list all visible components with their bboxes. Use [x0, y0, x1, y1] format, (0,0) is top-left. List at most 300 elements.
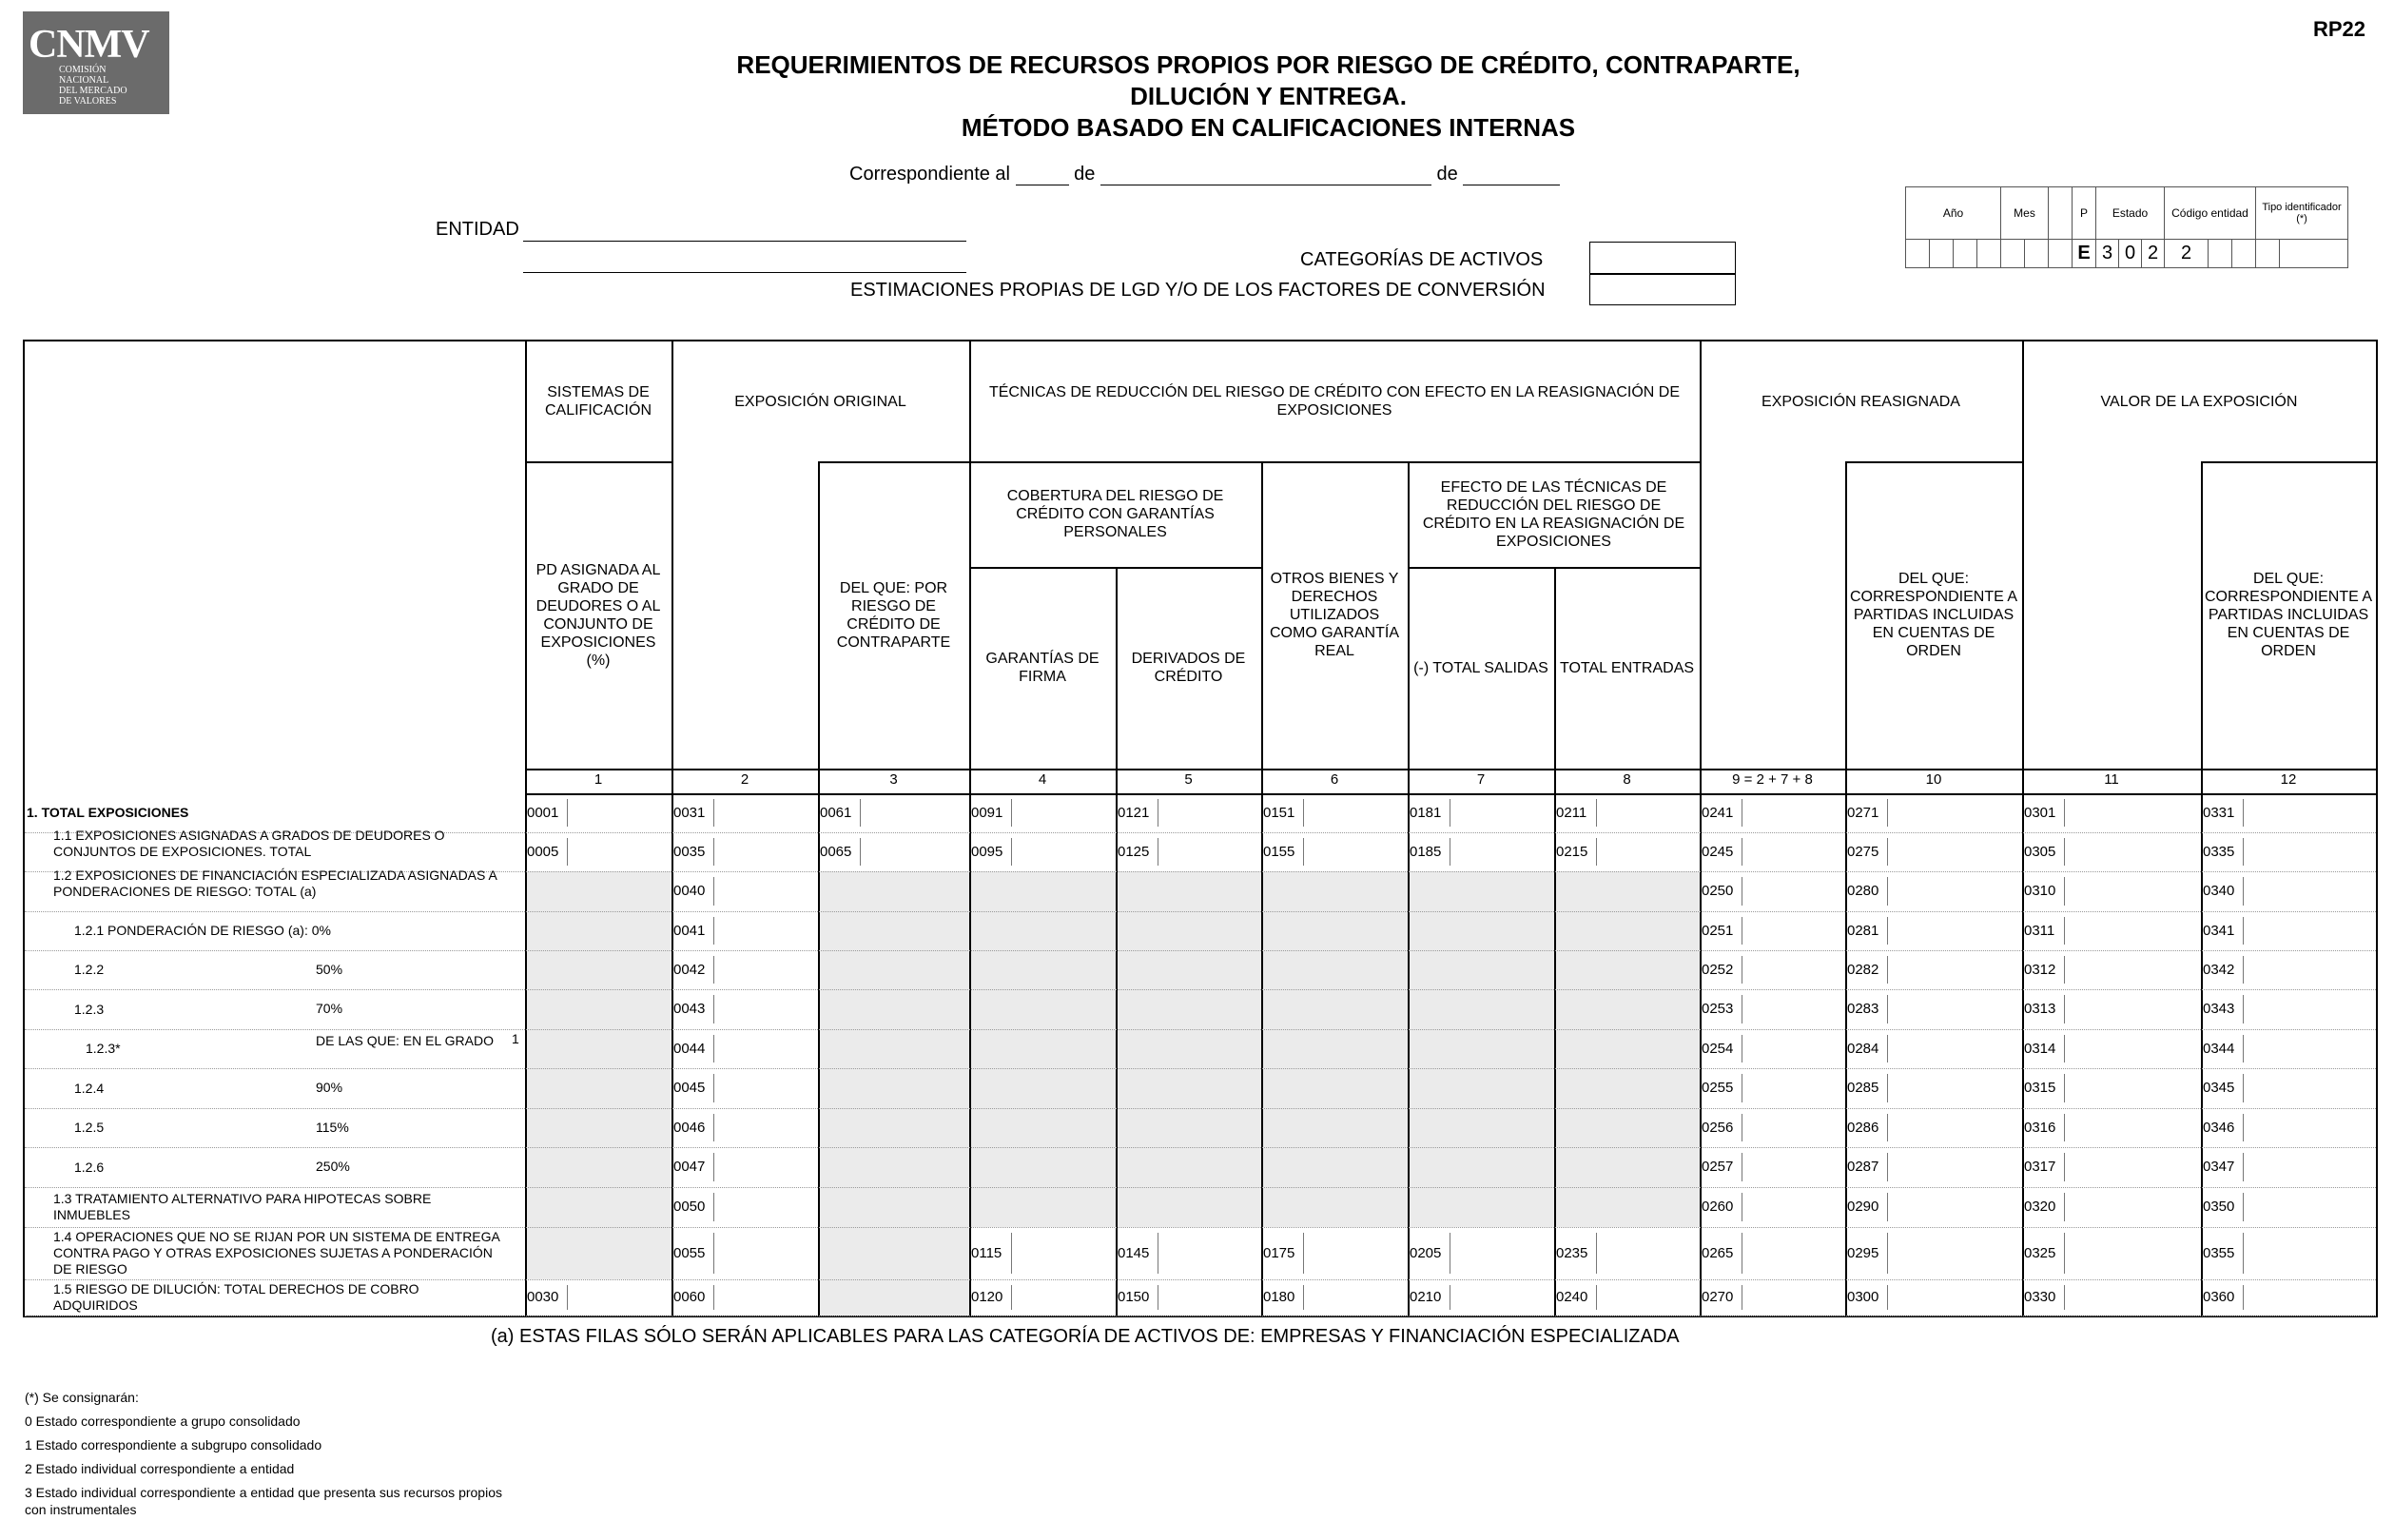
cell-code: 0235 — [1556, 1244, 1588, 1261]
column-number: 8 — [1623, 771, 1631, 788]
cell-divider — [860, 799, 861, 827]
cell-divider — [713, 799, 714, 827]
cell-input[interactable] — [2066, 1070, 2199, 1106]
cell-code: 0031 — [673, 804, 706, 821]
cell-code: 0316 — [2024, 1119, 2056, 1136]
cell-input[interactable] — [1889, 913, 2020, 948]
footnote: 0 Estado correspondiente a grupo consolidado — [25, 1413, 301, 1429]
cell-input[interactable] — [1743, 873, 1843, 909]
entity-field-2[interactable] — [523, 272, 966, 273]
cell-input[interactable] — [1598, 795, 1698, 830]
header-month: Mes — [2001, 187, 2049, 240]
title-line: MÉTODO BASADO EN CALIFICACIONES INTERNAS — [961, 113, 1576, 142]
cell-input[interactable] — [1159, 795, 1259, 830]
cell-code: 0045 — [673, 1080, 706, 1096]
cell-code: 0281 — [1847, 922, 1879, 939]
cell-code: 0005 — [527, 843, 559, 860]
row-separator — [25, 950, 2376, 951]
cell-input[interactable] — [2066, 1189, 2199, 1225]
cell-code: 0175 — [1263, 1244, 1295, 1261]
row-label: 1. TOTAL EXPOSICIONES — [27, 805, 189, 820]
header-inflows: TOTAL ENTRADAS — [1559, 659, 1695, 676]
cell-input[interactable] — [2066, 913, 2199, 948]
cell-code: 0290 — [1847, 1199, 1879, 1215]
cell-code: 0252 — [1702, 961, 1734, 978]
cell-code: 0040 — [673, 883, 706, 899]
cell-divider — [2064, 877, 2065, 906]
row-separator — [25, 1068, 2376, 1069]
cell-divider — [1303, 799, 1304, 827]
row-separator — [25, 1108, 2376, 1109]
cell-code: 0265 — [1702, 1244, 1734, 1261]
cell-divider — [1011, 799, 1012, 827]
id-cell-p: E — [2073, 240, 2096, 268]
shaded-cell — [969, 871, 1700, 1227]
cell-code: 0347 — [2203, 1159, 2235, 1175]
cell-input[interactable] — [2245, 1281, 2374, 1314]
cell-code: 0254 — [1702, 1040, 1734, 1057]
cell-divider — [1303, 1233, 1304, 1274]
cell-input[interactable] — [1889, 1031, 2020, 1066]
cell-code: 0210 — [1410, 1289, 1442, 1305]
cell-code: 0245 — [1702, 843, 1734, 860]
row-separator — [25, 1029, 2376, 1030]
id-cell[interactable] — [1930, 240, 1954, 268]
cell-code: 0343 — [2203, 1001, 2235, 1017]
cell-code: 0275 — [1847, 843, 1879, 860]
header-reassigned-exposure: EXPOSICIÓN REASIGNADA — [1761, 393, 1960, 410]
cell-input[interactable] — [2245, 1229, 2374, 1277]
cell-code: 0287 — [1847, 1159, 1879, 1175]
entity-label: ENTIDAD — [436, 219, 519, 240]
cell-divider — [2243, 917, 2244, 945]
cell-input[interactable] — [715, 1281, 816, 1314]
header-off-balance-12: DEL QUE: CORRESPONDIENTE A PARTIDAS INCLUIDAS EN CUENTAS DE ORDEN — [2204, 571, 2373, 659]
column-number: 5 — [1184, 771, 1193, 788]
cell-input[interactable] — [1305, 1229, 1406, 1277]
header-crm-effect: EFECTO DE LAS TÉCNICAS DE REDUCCIÓN DEL RIESGO DE CRÉDITO EN LA REASIGNACIÓN DE EXPOSICIONES — [1422, 478, 1685, 550]
title-line: DILUCIÓN Y ENTREGA. — [1130, 82, 1407, 110]
cell-input[interactable] — [1743, 991, 1843, 1027]
cell-input[interactable] — [715, 795, 816, 830]
column-number: 6 — [1330, 771, 1339, 788]
shaded-cell — [818, 871, 969, 1316]
cell-input[interactable] — [1451, 1281, 1552, 1314]
cell-input[interactable] — [715, 1189, 816, 1225]
cell-divider — [2243, 877, 2244, 906]
cell-code: 0181 — [1410, 804, 1442, 821]
cell-input[interactable] — [1889, 1281, 2020, 1314]
cell-code: 0260 — [1702, 1199, 1734, 1215]
cell-input[interactable] — [2066, 795, 2199, 830]
cell-code: 0256 — [1702, 1119, 1734, 1136]
cell-input[interactable] — [2066, 952, 2199, 987]
cell-input[interactable] — [1451, 1229, 1552, 1277]
cell-divider — [713, 1114, 714, 1141]
shaded-cell — [525, 871, 671, 1279]
header-entity-code: Código entidad — [2165, 187, 2256, 240]
cell-divider — [2064, 1153, 2065, 1181]
cell-input[interactable] — [1451, 795, 1552, 830]
cell-divider — [1596, 1285, 1597, 1310]
row-weight: 90% — [316, 1080, 343, 1095]
logo-line: DE VALORES — [59, 96, 117, 107]
column-number: 3 — [889, 771, 898, 788]
day-field[interactable] — [1016, 167, 1069, 185]
cell-input[interactable] — [1743, 834, 1843, 869]
cell-input[interactable] — [569, 834, 670, 869]
cell-divider — [1303, 838, 1304, 866]
column-number: 11 — [2104, 771, 2119, 788]
cell-input[interactable] — [2066, 1031, 2199, 1066]
form-code: RP22 — [2312, 17, 2365, 41]
cell-code: 0310 — [2024, 883, 2056, 899]
cell-input[interactable] — [1013, 1281, 1114, 1314]
cell-divider — [1887, 1074, 1888, 1102]
header-outflows: (-) TOTAL SALIDAS — [1413, 659, 1548, 676]
cell-code: 0314 — [2024, 1040, 2056, 1057]
cell-input[interactable] — [862, 834, 967, 869]
id-cell-estado: 0 — [2119, 240, 2142, 268]
cell-divider — [2064, 1233, 2065, 1274]
row-label: 1.2 EXPOSICIONES DE FINANCIACIÓN ESPECIALIZADA ASIGNADAS A PONDERACIONES DE RIESGO: TOTAL (a) — [53, 867, 497, 899]
cell-divider — [2243, 1114, 2244, 1141]
cell-input[interactable] — [569, 1281, 670, 1314]
cell-code: 0205 — [1410, 1244, 1442, 1261]
cell-divider — [1011, 1233, 1012, 1274]
cell-divider — [2064, 1285, 2065, 1310]
cell-divider — [2064, 1035, 2065, 1062]
cell-divider — [567, 838, 568, 866]
cell-input[interactable] — [1889, 1110, 2020, 1145]
row-separator — [25, 911, 2376, 912]
cell-code: 0295 — [1847, 1244, 1879, 1261]
cell-input[interactable] — [1889, 991, 2020, 1027]
id-cell-estado: 3 — [2096, 240, 2119, 268]
cell-input[interactable] — [2066, 1149, 2199, 1185]
cell-code: 0050 — [673, 1199, 706, 1215]
cell-divider — [713, 1233, 714, 1274]
id-cell[interactable] — [2049, 240, 2073, 268]
cell-divider — [2243, 1153, 2244, 1181]
categories-box[interactable] — [1589, 242, 1736, 274]
cell-divider — [2243, 1074, 2244, 1102]
column-number: 2 — [740, 771, 749, 788]
cell-input[interactable] — [2066, 1229, 2199, 1277]
cell-input[interactable] — [2245, 991, 2374, 1027]
cell-input[interactable] — [1598, 834, 1698, 869]
cell-input[interactable] — [1889, 873, 2020, 909]
cell-divider — [1887, 956, 1888, 984]
cell-input[interactable] — [2245, 834, 2374, 869]
cell-code: 0044 — [673, 1040, 706, 1057]
cell-code: 0047 — [673, 1159, 706, 1175]
cell-input[interactable] — [1889, 1149, 2020, 1185]
cell-input[interactable] — [1159, 1281, 1259, 1314]
cell-input[interactable] — [715, 1110, 816, 1145]
cell-code: 0330 — [2024, 1289, 2056, 1305]
cell-code: 0311 — [2024, 922, 2055, 939]
cell-divider — [1887, 1114, 1888, 1141]
cell-input[interactable] — [2066, 873, 2199, 909]
cell-input[interactable] — [1743, 913, 1843, 948]
cell-divider — [1596, 799, 1597, 827]
cell-code: 0286 — [1847, 1119, 1879, 1136]
cell-input[interactable] — [1013, 795, 1114, 830]
identifier-table — [1905, 186, 2348, 268]
cell-code: 0030 — [527, 1289, 559, 1305]
cell-divider — [713, 917, 714, 945]
cell-divider — [1887, 838, 1888, 866]
cell-code: 0065 — [820, 843, 852, 860]
cell-divider — [2064, 838, 2065, 866]
cell-input[interactable] — [1889, 1229, 2020, 1277]
main-table — [23, 340, 2378, 1317]
cell-input[interactable] — [715, 834, 816, 869]
cell-input[interactable] — [1743, 1229, 1843, 1277]
header-personal-guarantees: COBERTURA DEL RIESGO DE CRÉDITO CON GARANTÍAS PERSONALES — [1006, 488, 1224, 540]
cell-code: 0342 — [2203, 961, 2235, 978]
cell-code: 0253 — [1702, 1001, 1734, 1017]
header-credit-derivatives: DERIVADOS DE CRÉDITO — [1131, 651, 1246, 685]
cell-input[interactable] — [715, 1229, 816, 1277]
cell-input[interactable] — [1743, 1110, 1843, 1145]
id-cell[interactable] — [1977, 240, 2001, 268]
cell-divider — [860, 838, 861, 866]
cell-code: 0211 — [1556, 804, 1587, 821]
cell-input[interactable] — [2245, 952, 2374, 987]
note-a: (a) ESTAS FILAS SÓLO SERÁN APLICABLES PARA LAS CATEGORÍA DE ACTIVOS DE: EMPRESAS Y FINANCIACIÓN ESPECIALIZADA — [491, 1326, 1680, 1347]
grid-line — [525, 769, 2376, 770]
cell-input[interactable] — [862, 795, 967, 830]
logo-line: DEL MERCADO — [59, 86, 127, 96]
cell-input[interactable] — [2066, 834, 2199, 869]
cell-code: 0060 — [673, 1289, 706, 1305]
month-field[interactable] — [1100, 167, 1431, 185]
id-cell[interactable] — [1954, 240, 1977, 268]
cell-code: 0285 — [1847, 1080, 1879, 1096]
cell-input[interactable] — [1013, 834, 1114, 869]
id-cell[interactable] — [2025, 240, 2049, 268]
cell-divider — [1887, 1233, 1888, 1274]
cell-code: 0350 — [2203, 1199, 2235, 1215]
id-cell[interactable] — [2256, 240, 2280, 268]
row-label: 1.3 TRATAMIENTO ALTERNATIVO PARA HIPOTECAS SOBRE INMUEBLES — [53, 1191, 432, 1222]
cell-code: 0035 — [673, 843, 706, 860]
cell-input[interactable] — [1743, 1149, 1843, 1185]
cell-input[interactable] — [1889, 834, 2020, 869]
footnote: 1 Estado correspondiente a subgrupo consolidado — [25, 1437, 322, 1452]
cell-code: 0312 — [2024, 961, 2056, 978]
cell-input[interactable] — [715, 1070, 816, 1106]
cell-input[interactable] — [715, 913, 816, 948]
column-number: 12 — [2280, 771, 2297, 788]
header-id-type: Tipo identificador (*) — [2256, 187, 2348, 240]
row-separator — [25, 1187, 2376, 1188]
cell-input[interactable] — [1159, 834, 1259, 869]
cell-divider — [1887, 1035, 1888, 1062]
cell-divider — [2243, 995, 2244, 1023]
cell-divider — [2243, 956, 2244, 984]
cell-code: 0335 — [2203, 843, 2235, 860]
row-separator — [25, 1227, 2376, 1228]
cell-input[interactable] — [715, 1149, 816, 1185]
cell-code: 0145 — [1118, 1244, 1150, 1261]
lgd-box[interactable] — [1589, 274, 1736, 305]
cell-divider — [1887, 1193, 1888, 1221]
cell-code: 0284 — [1847, 1040, 1879, 1057]
row-weight: 70% — [316, 1001, 343, 1016]
row-separator — [25, 1147, 2376, 1148]
cell-input[interactable] — [1451, 834, 1552, 869]
cell-divider — [713, 995, 714, 1023]
cell-code: 0125 — [1118, 843, 1150, 860]
cell-input[interactable] — [2245, 1070, 2374, 1106]
cell-input[interactable] — [1743, 952, 1843, 987]
cell-divider — [2243, 838, 2244, 866]
cell-code: 0001 — [527, 804, 559, 821]
cell-code: 0061 — [820, 804, 852, 821]
cell-divider — [1887, 1153, 1888, 1181]
cell-input[interactable] — [1305, 795, 1406, 830]
cell-code: 0185 — [1410, 843, 1442, 860]
cell-divider — [2243, 799, 2244, 827]
cell-input[interactable] — [1598, 1229, 1698, 1277]
cell-input[interactable] — [2245, 795, 2374, 830]
cell-input[interactable] — [715, 873, 816, 909]
cell-input[interactable] — [1305, 834, 1406, 869]
cell-input[interactable] — [1889, 1189, 2020, 1225]
header-collateral: OTROS BIENES Y DERECHOS UTILIZADOS COMO GARANTÍA REAL — [1269, 571, 1399, 659]
cell-code: 0091 — [971, 804, 1003, 821]
cell-input[interactable] — [715, 1031, 816, 1066]
header-blank — [2049, 187, 2073, 240]
cell-input[interactable] — [2245, 1110, 2374, 1145]
cell-input[interactable] — [1159, 1229, 1259, 1277]
cell-code: 0305 — [2024, 843, 2056, 860]
cell-input[interactable] — [569, 795, 670, 830]
id-cell[interactable] — [1906, 240, 1930, 268]
cell-input[interactable] — [2245, 1189, 2374, 1225]
cell-code: 0255 — [1702, 1080, 1734, 1096]
logo-line: NACIONAL — [59, 75, 109, 86]
cell-input[interactable] — [2066, 1281, 2199, 1314]
cell-input[interactable] — [1305, 1281, 1406, 1314]
cell-code: 0301 — [2024, 804, 2056, 821]
cell-input[interactable] — [2245, 913, 2374, 948]
cell-code: 0270 — [1702, 1289, 1734, 1305]
row-label: 1.2.4 — [74, 1080, 105, 1096]
cell-input[interactable] — [1889, 1070, 2020, 1106]
year-field[interactable] — [1463, 167, 1560, 185]
cell-code: 0355 — [2203, 1244, 2235, 1261]
cell-input[interactable] — [1743, 1189, 1843, 1225]
cell-divider — [567, 799, 568, 827]
column-number: 4 — [1038, 771, 1047, 788]
id-cell-estado: 2 — [2142, 240, 2165, 268]
cell-divider — [713, 1193, 714, 1221]
cell-input[interactable] — [2245, 1031, 2374, 1066]
row-label: 1.2.6 — [74, 1159, 105, 1175]
id-cell[interactable] — [2280, 240, 2348, 268]
cell-input[interactable] — [1743, 795, 1843, 830]
cell-input[interactable] — [1889, 952, 2020, 987]
entity-field[interactable] — [523, 241, 966, 242]
cell-divider — [713, 956, 714, 984]
cell-input[interactable] — [1743, 1070, 1843, 1106]
cell-code: 0315 — [2024, 1080, 2056, 1096]
cell-code: 0041 — [673, 922, 706, 939]
cell-code: 0115 — [971, 1244, 1002, 1261]
cell-divider — [2064, 1074, 2065, 1102]
cell-code: 0250 — [1702, 883, 1734, 899]
id-cell[interactable] — [2001, 240, 2025, 268]
cell-code: 0055 — [673, 1244, 706, 1261]
header-ccr: DEL QUE: POR RIESGO DE CRÉDITO DE CONTRAPARTE — [836, 579, 951, 651]
period-de: de — [1436, 164, 1458, 185]
cell-input[interactable] — [715, 952, 816, 987]
header-off-balance-10: DEL QUE: CORRESPONDIENTE A PARTIDAS INCLUIDAS EN CUENTAS DE ORDEN — [1849, 571, 2018, 659]
header-rating-systems: SISTEMAS DE CALIFICACIÓN — [544, 384, 652, 419]
row-label: 1.2.5 — [74, 1120, 105, 1135]
row-separator — [25, 989, 2376, 990]
cell-input[interactable] — [715, 991, 816, 1027]
title-line: REQUERIMIENTOS DE RECURSOS PROPIOS POR RIESGO DE CRÉDITO, CONTRAPARTE, — [736, 50, 1800, 79]
cell-code: 0360 — [2203, 1289, 2235, 1305]
cell-input[interactable] — [2066, 991, 2199, 1027]
cell-code: 0180 — [1263, 1289, 1295, 1305]
period-de: de — [1074, 164, 1096, 185]
row-label: 1.1 EXPOSICIONES ASIGNADAS A GRADOS DE DEUDORES O CONJUNTOS DE EXPOSICIONES. TOTAL — [53, 828, 445, 859]
footnote: 3 Estado individual correspondiente a entidad que presenta sus recursos propios con instrumentales — [25, 1485, 502, 1517]
header-year: Año — [1906, 187, 2001, 240]
cell-input[interactable] — [1598, 1281, 1698, 1314]
cell-divider — [2064, 1193, 2065, 1221]
cell-code: 0271 — [1847, 804, 1879, 821]
id-cell[interactable] — [2232, 240, 2256, 268]
cell-input[interactable] — [2245, 873, 2374, 909]
cell-divider — [1887, 1285, 1888, 1310]
cell-input[interactable] — [1743, 1281, 1843, 1314]
column-number: 1 — [594, 771, 603, 788]
cell-input[interactable] — [2245, 1149, 2374, 1185]
cell-divider — [1887, 917, 1888, 945]
cell-code: 0150 — [1118, 1289, 1150, 1305]
header-estado: Estado — [2096, 187, 2165, 240]
cell-code: 0151 — [1263, 804, 1295, 821]
page-title — [0, 49, 2394, 144]
id-cell[interactable] — [2209, 240, 2232, 268]
cell-divider — [1011, 838, 1012, 866]
column-number: 7 — [1476, 771, 1486, 788]
row-weight: 115% — [316, 1120, 349, 1135]
row-weight: 50% — [316, 962, 343, 977]
row-label: 1.4 OPERACIONES QUE NO SE RIJAN POR UN SISTEMA DE ENTREGA CONTRA PAGO Y OTRAS EXPOSICIONES SUJETAS A PONDERACIÓN DE RIESGO — [53, 1229, 500, 1277]
cell-input[interactable] — [1889, 795, 2020, 830]
header-guarantees: GARANTÍAS DE FIRMA — [985, 651, 1100, 685]
cell-divider — [2243, 1233, 2244, 1274]
row-weight: 250% — [316, 1159, 350, 1174]
cell-code: 0257 — [1702, 1159, 1734, 1175]
cell-code: 0251 — [1702, 922, 1734, 939]
cell-input[interactable] — [2066, 1110, 2199, 1145]
cell-input[interactable] — [1743, 1031, 1843, 1066]
logo-line: COMISIÓN — [59, 65, 107, 75]
cell-divider — [713, 1074, 714, 1102]
cell-input[interactable] — [1013, 1229, 1114, 1277]
logo-acronym: CNMV — [29, 23, 149, 67]
header-crm-techniques: TÉCNICAS DE REDUCCIÓN DEL RIESGO DE CRÉDITO CON EFECTO EN LA REASIGNACIÓN DE EXPOSICIONES — [988, 384, 1681, 419]
